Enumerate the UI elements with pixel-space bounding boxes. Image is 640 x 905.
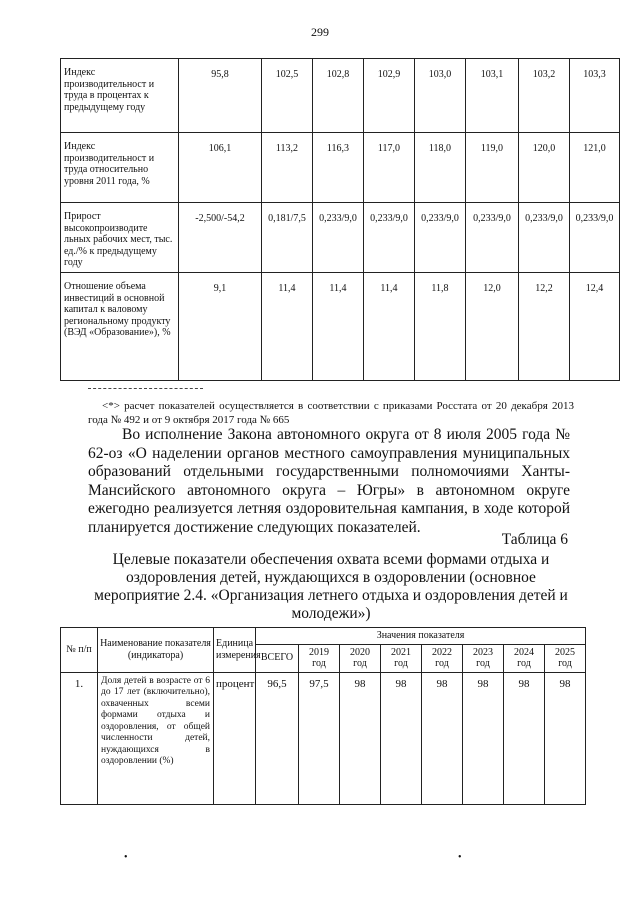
table-row xyxy=(61,273,620,381)
footnote: <*> расчет показателей осуществляется в соответствии с приказами Росстата от 20 декабря 2013 года № 492 и от 9 октября 2017 года № 665 xyxy=(88,400,574,426)
indicator-value: 11,4 xyxy=(313,273,364,381)
page-number: 299 xyxy=(311,25,329,39)
indicator-value: 0,233/9,0 xyxy=(466,203,519,273)
table-row xyxy=(61,59,620,133)
indicator-value: 103,1 xyxy=(466,59,519,133)
indicator-year-value: 98 xyxy=(340,672,381,804)
indicator-value: 11,8 xyxy=(415,273,466,381)
header-year: 2021 год xyxy=(381,644,422,672)
table-row xyxy=(61,672,586,804)
indicator-value: 102,9 xyxy=(364,59,415,133)
header-total: ВСЕГО xyxy=(256,644,299,672)
indicator-value: 0,233/9,0 xyxy=(519,203,570,273)
indicator-value: 11,4 xyxy=(364,273,415,381)
row-num: 1. xyxy=(61,672,98,804)
header-num: № п/п xyxy=(61,628,98,673)
indicator-value: 106,1 xyxy=(179,133,262,203)
indicator-value: 121,0 xyxy=(570,133,620,203)
indicator-value: -2,500/-54,2 xyxy=(179,203,262,273)
indicator-value: 103,0 xyxy=(415,59,466,133)
indicator-value: 9,1 xyxy=(179,273,262,381)
indicator-year-value: 97,5 xyxy=(299,672,340,804)
indicator-year-value: 98 xyxy=(545,672,586,804)
indicator-value: 11,4 xyxy=(262,273,313,381)
indicator-value: 103,3 xyxy=(570,59,620,133)
header-values-group: Значения показателя xyxy=(256,628,586,645)
header-year: 2025 год xyxy=(545,644,586,672)
indicator-value: 0,233/9,0 xyxy=(570,203,620,273)
indicator-year-value: 98 xyxy=(463,672,504,804)
indicator-value: 0,233/9,0 xyxy=(364,203,415,273)
indicator-value: 0,181/7,5 xyxy=(262,203,313,273)
indicators-table-continued xyxy=(60,58,620,381)
indicator-value: 120,0 xyxy=(519,133,570,203)
indicator-label: Прирост высокопроизводите льных рабочих мест, тыс. ед./% к предыдущему году xyxy=(61,203,179,273)
table-label: Таблица 6 xyxy=(501,531,568,548)
indicator-total: 96,5 xyxy=(256,672,299,804)
body-paragraph: Во исполнение Закона автономного округа от 8 июля 2005 года № 62-оз «О наделении органов местного самоуправления муниципальных образований отдельными государственными полномочиями Ханты-Мансийского автономного округа – Югры» в автономном округе ежегодно реализуется летняя оздоровительная кампания, в ходе которой планируется достижение следующих показателей. xyxy=(88,426,570,536)
header-year: 2023 год xyxy=(463,644,504,672)
header-year: 2019 год xyxy=(299,644,340,672)
indicator-value: 118,0 xyxy=(415,133,466,203)
header-year: 2022 год xyxy=(422,644,463,672)
indicator-value: 119,0 xyxy=(466,133,519,203)
indicator-value: 113,2 xyxy=(262,133,313,203)
indicator-value: 103,2 xyxy=(519,59,570,133)
table-caption: Целевые показатели обеспечения охвата всеми формами отдыха и оздоровления детей, нуждающихся в оздоровлении (основное мероприятие 2.4. «Организация летнего отдыха и оздоровления детей и молодежи») xyxy=(94,551,568,622)
indicator-value: 0,233/9,0 xyxy=(415,203,466,273)
indicator-value: 12,0 xyxy=(466,273,519,381)
table-row xyxy=(61,133,620,203)
indicator-label: Индекс производительност и труда относительно уровня 2011 года, % xyxy=(61,133,179,203)
indicator-value: 117,0 xyxy=(364,133,415,203)
header-year: 2024 год xyxy=(504,644,545,672)
indicator-value: 95,8 xyxy=(179,59,262,133)
indicator-value: 116,3 xyxy=(313,133,364,203)
header-year: 2020 год xyxy=(340,644,381,672)
indicator-value: 0,233/9,0 xyxy=(313,203,364,273)
header-row xyxy=(61,628,586,645)
scan-mark: • xyxy=(458,852,462,863)
indicator-table xyxy=(60,627,586,805)
indicator-label: Отношение объема инвестиций в основной капитал к валовому региональному продукту (ВЭД «Образование»), % xyxy=(61,273,179,381)
header-unit: Единица измерения xyxy=(214,628,256,673)
indicator-value: 102,8 xyxy=(313,59,364,133)
indicator-name: Доля детей в возрасте от 6 до 17 лет (включительно), охваченных всеми формами отдыха и оздоровления, от общей численности детей, нуждающихся в оздоровлении (%) xyxy=(98,672,214,804)
indicator-value: 12,4 xyxy=(570,273,620,381)
header-name: Наименование показателя (индикатора) xyxy=(98,628,214,673)
indicator-unit: процент xyxy=(214,672,256,804)
indicator-value: 102,5 xyxy=(262,59,313,133)
indicator-year-value: 98 xyxy=(381,672,422,804)
indicator-value: 12,2 xyxy=(519,273,570,381)
footnote-divider xyxy=(88,388,203,389)
scan-mark: • xyxy=(124,852,128,863)
table-row xyxy=(61,203,620,273)
indicator-year-value: 98 xyxy=(504,672,545,804)
indicator-label: Индекс производительност и труда в процентах к предыдущему году xyxy=(61,59,179,133)
indicator-year-value: 98 xyxy=(422,672,463,804)
